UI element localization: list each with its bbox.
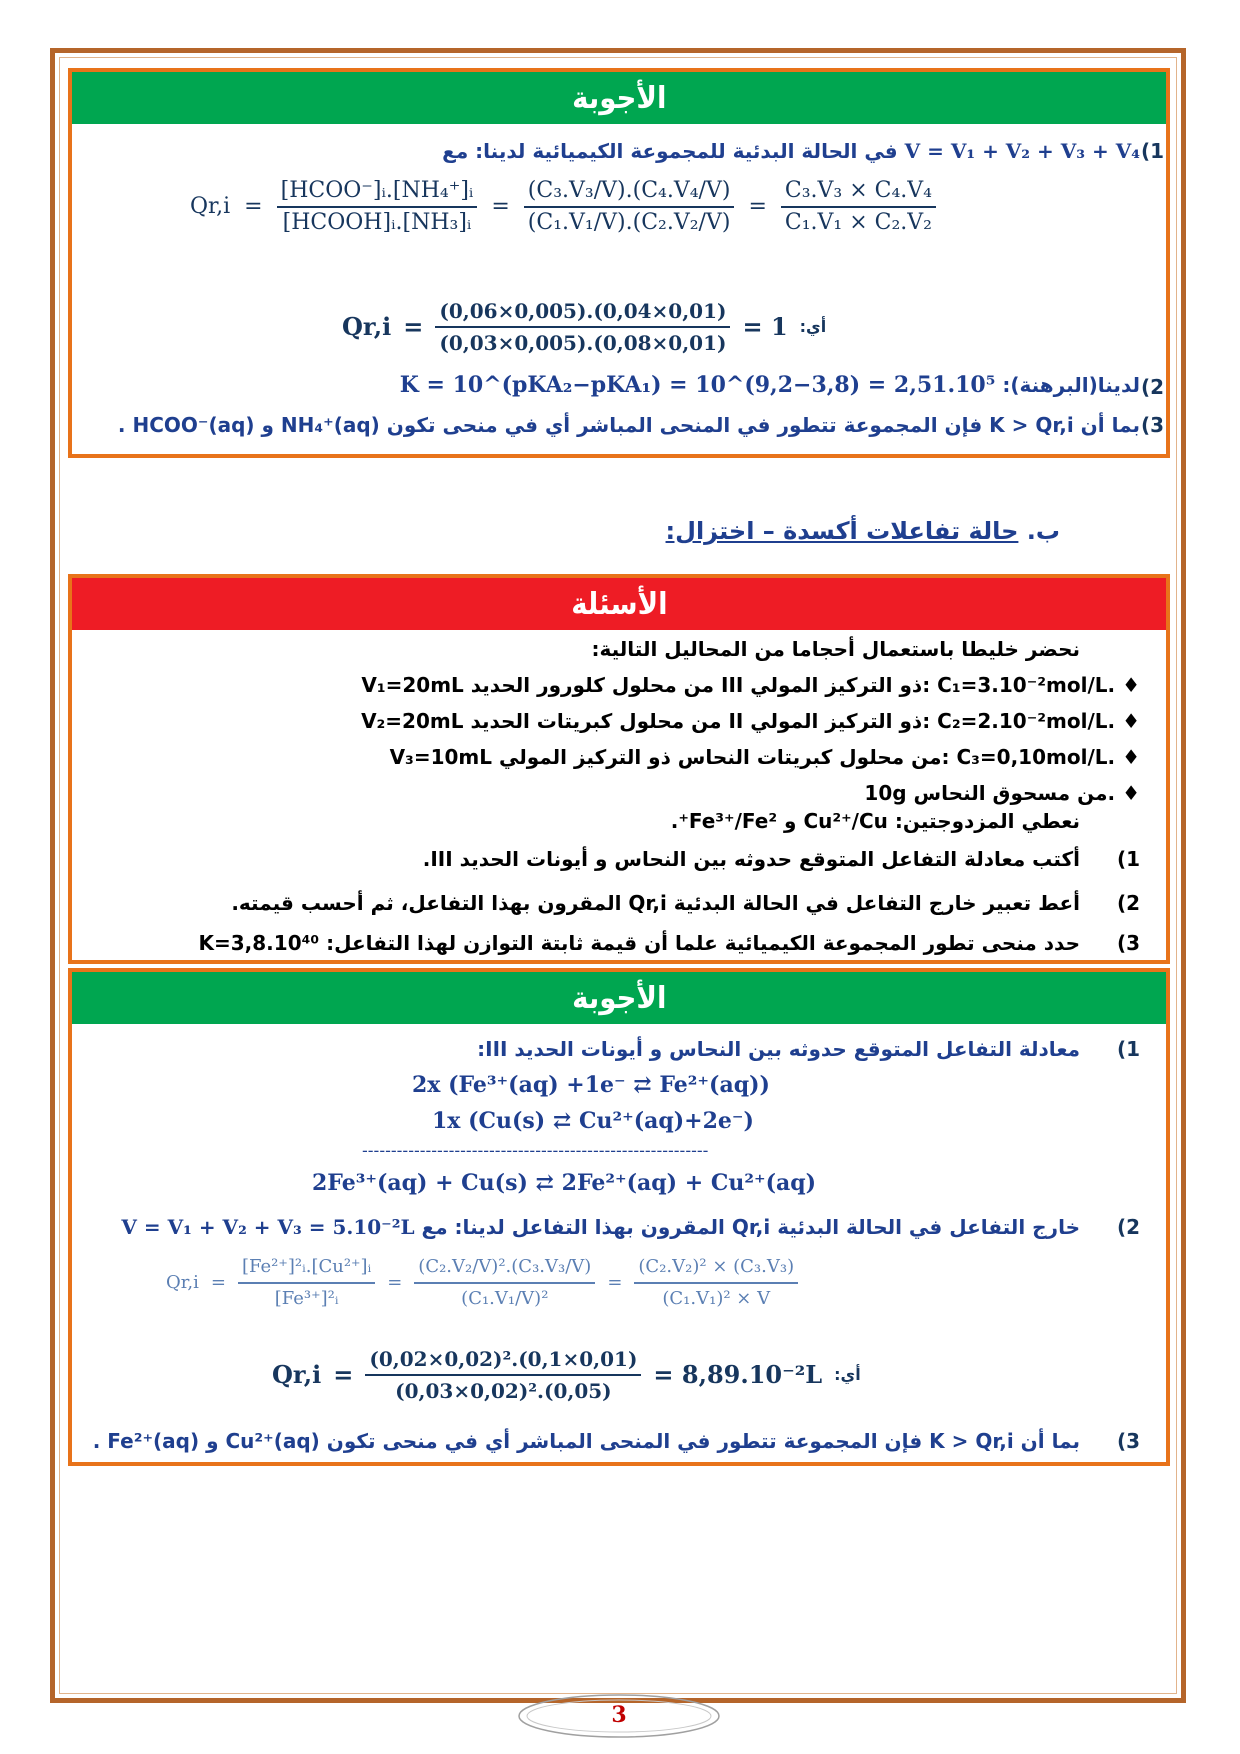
qri2-value: Qr,i = $\frac{\text{(0,02×0,02)².(0,1×0,01)}}{\text{(0,03×0,02)².(0,05)}}$ = 8,89.10⁻²L أي: (272, 1347, 861, 1403)
answer-2-number: (2 (1140, 375, 1164, 399)
equation-separator: ------------------------------------------------------------ (362, 1141, 709, 1160)
question-3: حدد منحى تطور المجموعة الكيميائية علما أن قيمة ثابتة التوازن لهذا التفاعل: K=3,8.10⁴⁰ (198, 931, 1080, 955)
page-number: 3 (516, 1692, 722, 1740)
half-equation-2: 1x (Cu(s) ⇄ Cu²⁺(aq)+2e⁻) (432, 1108, 754, 1134)
answer2-1-line: معادلة التفاعل المتوقع حدوثه بين النحاس و أيونات الحديد III: (477, 1037, 1080, 1061)
bullet-item: 10g من مسحوق النحاس. ♦ (864, 781, 1140, 805)
qri-expression: Qr,i = $\frac{\text{[HCOO⁻]ᵢ.[NH₄⁺]ᵢ}}{\text{[HCOOH]ᵢ.[NH₃]ᵢ}}$ = $\frac{\text{(C₃.V₃/V).(C₄.V₄/V)}}{\text{(C₁.V₁/V).(C₂.V₂/V)}}$ = $\frac{\text{C₃.V₃ × C₄.V₄}}{\text{C₁.V₁ × C₂.V₂}}$ (190, 178, 936, 236)
qri2-expression: Qr,i = $\frac{\text{[Fe²⁺]²ᵢ.[Cu²⁺]ᵢ}}{\text{[Fe³⁺]²ᵢ}}$ = $\frac{\text{(C₂.V₂/V)².(C₃.V₃/V)}}{\text{(C₁.V₁/V)²}}$ = $\frac{\text{(C₂.V₂)² × (C₃.V₃)}}{\text{(C₁.V₁)² × V}}$ (166, 1254, 798, 1312)
bullet-item: V₃=10mL من محلول كبريتات النحاس ذو التركيز المولي: C₃=0,10mol/L. ♦ (389, 745, 1140, 769)
questions-header: الأسئلة (72, 578, 1166, 630)
answer2-3-number: (3 (1116, 1429, 1140, 1453)
answers-header: الأجوبة (72, 972, 1166, 1024)
question-3-number: (3 (1116, 931, 1140, 955)
couples-line: نعطي المزدوجتين: Cu²⁺/Cu و Fe³⁺/Fe²⁺. (670, 809, 1080, 833)
answer-1-line: في الحالة البدئية للمجموعة الكيميائية لدينا: مع V = V₁ + V₂ + V₃ + V₄ (442, 139, 1140, 163)
question-2: أعط تعبير خارج التفاعل في الحالة البدئية Qr,i المقرون بهذا التفاعل، ثم أحسب قيمته. (231, 891, 1080, 915)
bullet-item: V₂=20mL من محلول كبريتات الحديد II ذو التركيز المولي: C₂=2.10⁻²mol/L. ♦ (361, 709, 1140, 733)
qri-value: Qr,i = $\frac{(0,06\times 0,005).(0,04\times 0,01)}{(0,03\times 0,005).(0,08\times 0,01)}$ = 1 أي: (342, 299, 827, 355)
answers-box-1 (68, 68, 1170, 458)
question-1: أكتب معادلة التفاعل المتوقع حدوثه بين النحاس و أيونات الحديد III. (422, 847, 1080, 871)
question-2-number: (2 (1116, 891, 1140, 915)
answer-3-line: بما أن K > Qr,i فإن المجموعة تتطور في المنحى المباشر أي في منحى تكون NH₄⁺(aq) و HCOO⁻(aq) . (117, 413, 1140, 437)
answer-1-number: (1 (1140, 139, 1164, 163)
bullet-item: V₁=20mL من محلول كلورور الحديد III ذو التركيز المولي: C₁=3.10⁻²mol/L. ♦ (361, 673, 1140, 697)
question-1-number: (1 (1116, 847, 1140, 871)
answer2-1-number: (1 (1116, 1037, 1140, 1061)
answer-2-line: K = 10^(pKA₂−pKA₁) = 10^(9,2−3,8) = 2,51.10⁵ لدينا(البرهنة): (399, 372, 1140, 398)
section-b-title: حالة تفاعلات أكسدة – اختزال: ب. (665, 517, 1060, 545)
half-equation-1: 2x (Fe³⁺(aq) +1e⁻ ⇄ Fe²⁺(aq)) (412, 1072, 770, 1098)
answer2-3-line: بما أن K > Qr,i فإن المجموعة تتطور في المنحى المباشر أي في منحى تكون Cu²⁺(aq) و Fe²⁺(aq) . (92, 1429, 1080, 1453)
answer-3-number: (3 (1140, 413, 1164, 437)
overall-equation: 2Fe³⁺(aq) + Cu(s) ⇄ 2Fe²⁺(aq) + Cu²⁺(aq) (312, 1170, 817, 1196)
answer2-2-number: (2 (1116, 1215, 1140, 1239)
answer2-2-line: V = V₁ + V₂ + V₃ = 5.10⁻²L خارج التفاعل في الحالة البدئية Qr,i المقرون بهذا التفاعل لدينا: مع (121, 1215, 1080, 1239)
answers-header: الأجوبة (72, 72, 1166, 124)
questions-intro: نحضر خليطا باستعمال أحجاما من المحاليل التالية: (591, 637, 1080, 661)
